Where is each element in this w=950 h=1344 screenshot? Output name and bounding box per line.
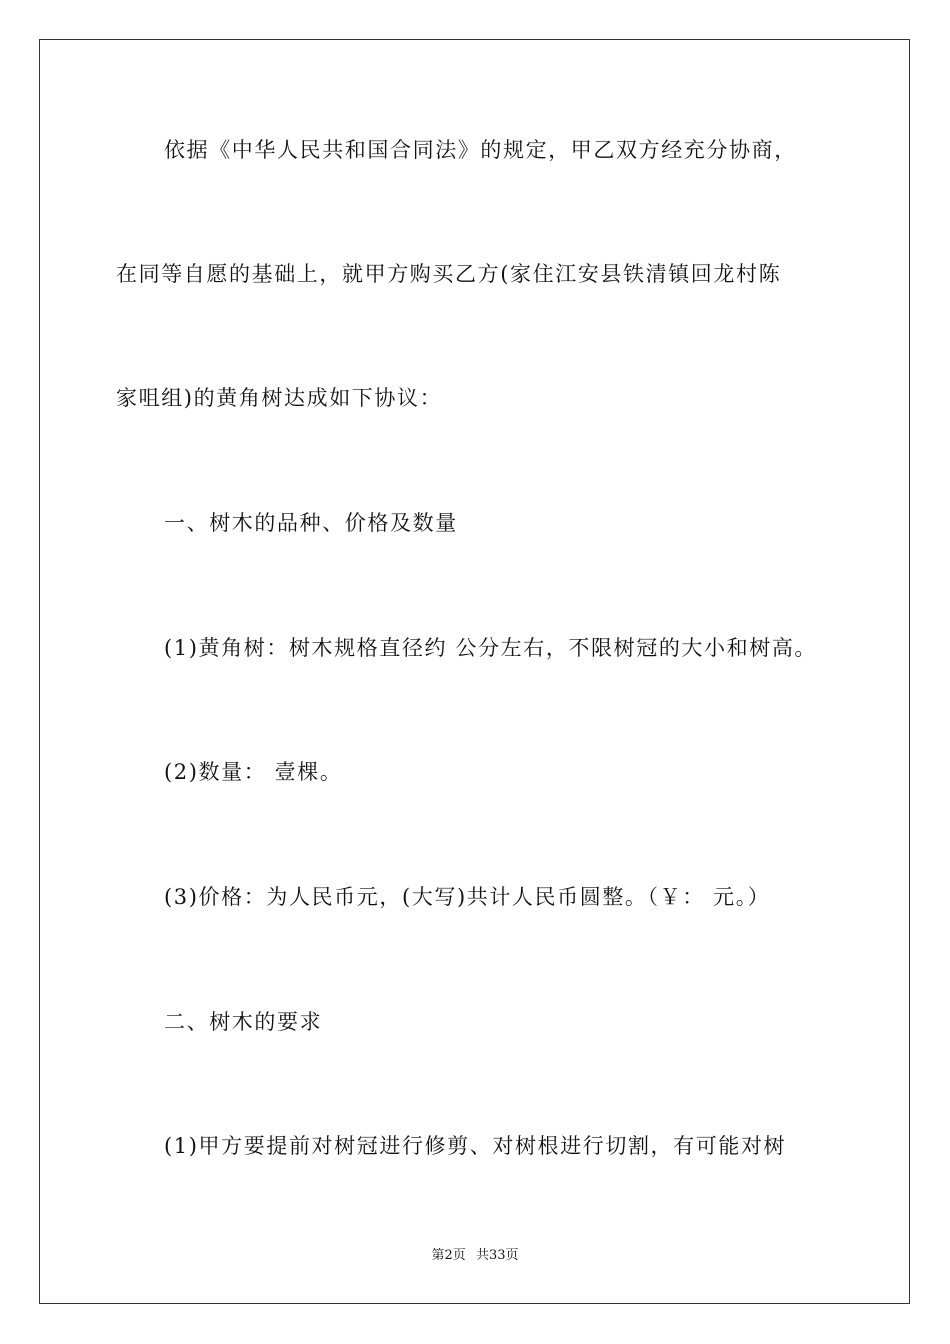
page-border — [39, 39, 910, 1304]
clause-1-1: (1)黄角树：树木规格直径约 公分左右，不限树冠的大小和树高。 — [164, 636, 818, 660]
clause-1-2: (2)数量： 壹棵。 — [164, 760, 343, 784]
clause-1-3: (3)价格：为人民币元，(大写)共计人民币圆整。（￥： 元。） — [164, 885, 771, 909]
clause-2-1: (1)甲方要提前对树冠进行修剪、对树根进行切割，有可能对树 — [164, 1134, 787, 1158]
paragraph-line-2: 在同等自愿的基础上，就甲方购买乙方(家住江安县铁清镇回龙村陈 — [116, 262, 782, 286]
page-footer — [0, 1247, 950, 1265]
paragraph-line-3: 家咀组)的黄角树达成如下协议： — [116, 386, 443, 410]
page-total: 共33页 — [475, 1248, 519, 1263]
page-number: 第2页 — [431, 1248, 466, 1263]
section-heading-1: 一、树木的品种、价格及数量 — [164, 511, 458, 535]
section-heading-2: 二、树木的要求 — [164, 1010, 323, 1034]
paragraph-line-1: 依据《中华人民共和国合同法》的规定，甲乙双方经充分协商， — [164, 138, 797, 162]
